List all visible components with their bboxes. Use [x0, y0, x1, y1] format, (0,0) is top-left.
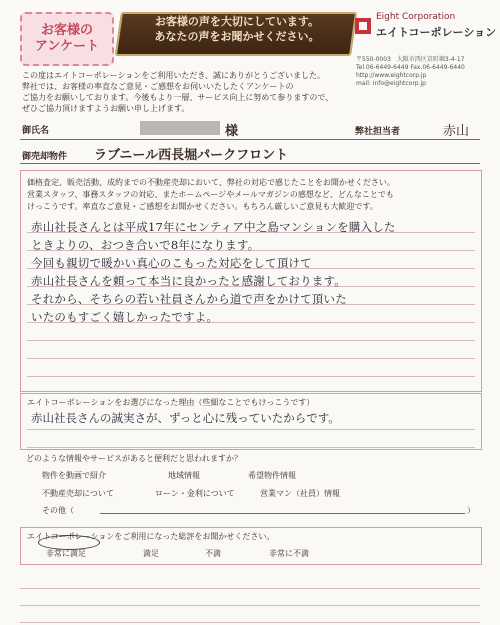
property-label: 御売却物件 [22, 152, 68, 162]
address-line2: Tel.06-6449-6449 Fax.06-6449-6440 [356, 64, 465, 71]
rating-option-satisfied[interactable]: 満足 [143, 549, 159, 558]
info-option-other[interactable]: その他（ [42, 506, 74, 515]
name-suffix: 様 [225, 124, 239, 139]
feedback-handwriting-line1: 赤山社長さんとは平成17年にセンティア中之島マンションを購入した [31, 220, 396, 234]
intro-line4: ぜひご協力頂けますようお願い申し上げます。 [22, 104, 190, 113]
staff-label: 弊社担当者 [355, 127, 401, 137]
rating-option-very-dissatisfied[interactable]: 非常に不満 [269, 549, 309, 558]
staff-name: 赤山 [443, 124, 470, 139]
name-label: 御氏名 [22, 126, 50, 136]
info-option-selling[interactable]: 不動産売却について [42, 489, 114, 498]
name-row [20, 119, 480, 140]
feedback-prompt-line3: けっこうです。率直なご意見・ご感想をお聞かせください。もちろん厳しいご意見も大歓迎です。 [27, 202, 378, 211]
address-line1: 〒550-0003 大阪市西区京町堀3-4-17 [356, 56, 465, 63]
info-option-wanted[interactable]: 希望物件情報 [248, 471, 296, 480]
reason-handwriting: 赤山社長さんの誠実さが、ずっと心に残っていたからです。 [31, 411, 340, 425]
intro-text [22, 70, 362, 114]
feedback-prompt [27, 177, 475, 213]
selected-rating-circle [38, 535, 100, 550]
rating-prompt: エイトコーポレーションをご利用になった総評をお聞かせください。 [27, 532, 275, 541]
intro-line2: 弊社では、お客様の率直なご意見・ご感想をお伺いいたしたくアンケートの [22, 82, 294, 91]
property-name: ラブニール西長堀パークフロント [94, 148, 289, 163]
reason-box [20, 393, 482, 450]
company-name-en: Eight Corporation [376, 12, 456, 22]
bottom-ruled-lines [20, 572, 480, 623]
feedback-box [20, 170, 482, 392]
rating-option-very-satisfied[interactable]: 非常に満足 [46, 549, 86, 558]
info-option-staff[interactable]: 営業マン（社員）情報 [260, 489, 340, 498]
feedback-handwriting-line3: 今回も親切で暖かい真心のこもった対応をして頂けて [31, 256, 312, 270]
badge-line2: アンケート [34, 39, 100, 54]
name-redaction [140, 121, 220, 135]
property-row [20, 143, 480, 164]
info-other-close: ） [467, 506, 475, 515]
ribbon-line2: あなたの声をお聞かせください。 [154, 30, 320, 43]
reason-prompt: エイトコーポレーションをお選びになった理由（些細なことでもけっこうです） [27, 398, 315, 407]
badge-line1: お客様の [40, 23, 93, 38]
info-prompt: どのような情報やサービスがあると便利だと思われますか？ [26, 454, 242, 463]
intro-line3: ご協力をお願いしております。今後もより一層、サービス向上に努めて参りますので、 [22, 93, 334, 102]
feedback-prompt-line1: 価格査定、販売活動、成約までの不動産売却において、弊社の対応で感じたことをお聞かせください。 [27, 178, 395, 187]
rating-option-dissatisfied[interactable]: 不満 [205, 549, 221, 558]
feedback-handwriting-line6: いたのもすごく嬉しかったですよ。 [31, 310, 219, 324]
company-name-jp: エイトコーポレーション [376, 26, 497, 39]
info-other-field[interactable] [100, 513, 465, 514]
info-option-loan[interactable]: ローン・金利について [155, 489, 235, 498]
info-option-area[interactable]: 地域情報 [168, 471, 200, 480]
ribbon-text [126, 14, 348, 44]
feedback-handwriting-line5: それから、そちらの若い社員さんから道で声をかけて頂いた [31, 292, 347, 306]
feedback-prompt-line2: 営業スタッフ、事務スタッフの対応、またホームページやメールマガジンの感想など、どんなことでも [27, 190, 394, 199]
company-address [356, 56, 496, 88]
ribbon-line1: お客様の声を大切にしています。 [154, 15, 320, 28]
feedback-handwriting-line4: 赤山社長さんを頼って本当に良かったと感謝しております。 [31, 274, 346, 288]
intro-line1: この度はエイトコーポレーションをご利用いただき、誠にありがとうございました。 [22, 71, 326, 80]
survey-badge [20, 12, 114, 66]
address-line4: mail: info@eightcorp.jp [356, 80, 426, 87]
feedback-handwriting-line2: ときよりの、おつき合いで8年になります。 [31, 238, 260, 252]
address-line3: http://www.eightcorp.jp [356, 72, 427, 79]
company-logo-icon [355, 18, 371, 34]
info-option-video[interactable]: 物件を動画で紹介 [42, 471, 106, 480]
